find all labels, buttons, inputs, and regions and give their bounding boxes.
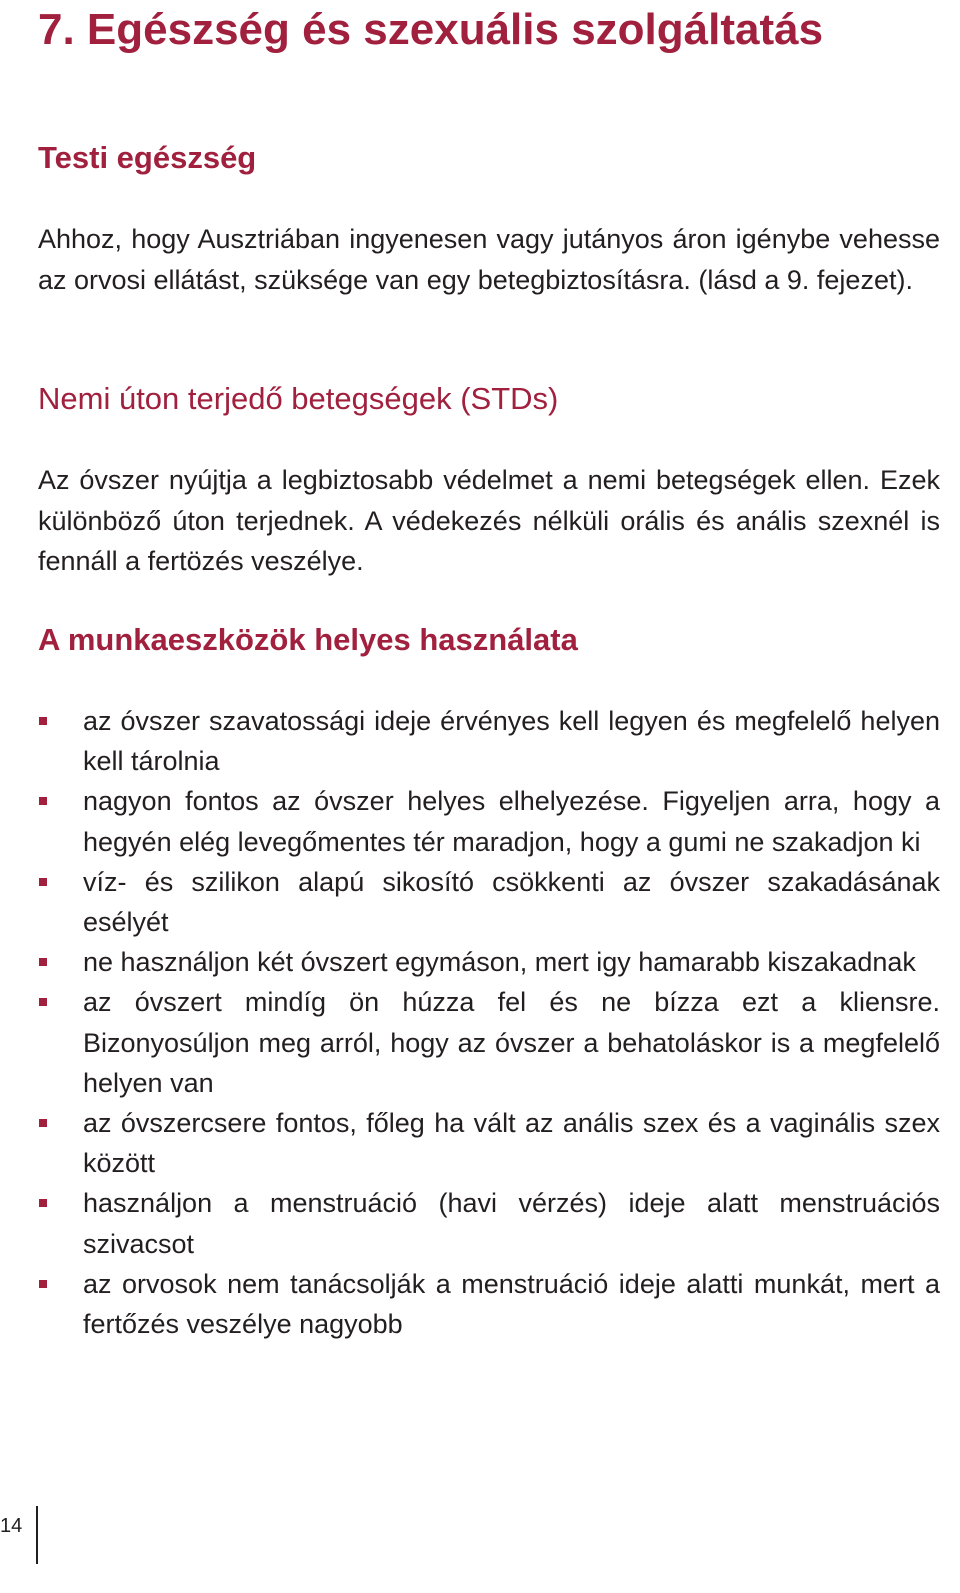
list-item-text: ne használjon két óvszert egymáson, mert igy hamarabb kiszakadnak	[83, 947, 916, 978]
list-item-text: az óvszer szavatossági ideje érvényes kell legyen és megfelelő helyen kell tárolnia	[83, 706, 940, 777]
paragraph-stds: Az óvszer nyújtja a legbiztosabb védelmet a nemi betegségek ellen. Ezek különböző úton terjednek. A védekezés nélküli orális és anális szexnél is fennáll a fertözés veszélye.	[38, 465, 940, 576]
list-item	[38, 1103, 940, 1183]
list-item	[38, 781, 940, 861]
list-item-text: használjon a menstruáció (havi vérzés) ideje alatt menstruációs szivacsot	[83, 1188, 940, 1259]
list-item	[38, 862, 940, 942]
list-item-text: víz- és szilikon alapú sikosító csökkenti az óvszer szakadásának esélyét	[83, 866, 940, 938]
page-number-divider	[36, 1506, 38, 1564]
page-number: 14	[0, 1515, 23, 1537]
list-item	[38, 1264, 940, 1344]
section-heading-stds: Nemi úton terjedő betegségek (STDs)	[38, 381, 559, 416]
section-heading-physical-health: Testi egészség	[38, 140, 257, 175]
square-bullet-icon	[39, 717, 47, 725]
list-item-text: az óvszert mindíg ön húzza fel és ne bízza ezt a kliensre. Bizonyosúljon meg arról, hogy az óvszer a behatoláskor is a megfelelő helyen van	[83, 987, 940, 1098]
list-item	[38, 942, 940, 982]
square-bullet-icon	[39, 878, 47, 886]
tools-bullet-list	[38, 701, 940, 1344]
square-bullet-icon	[39, 958, 47, 966]
square-bullet-icon	[39, 1199, 47, 1207]
list-item-text: nagyon fontos az óvszer helyes elhelyezése. Figyeljen arra, hogy a hegyén elég levegőmentes tér maradjon, hogy a gumi ne szakadjon ki	[83, 786, 940, 857]
chapter-title: 7. Egészség és szexuális szolgáltatás	[38, 5, 824, 54]
square-bullet-icon	[39, 1119, 47, 1127]
list-item-text: az óvszercsere fontos, főleg ha vált az anális szex és a vaginális szex között	[83, 1108, 940, 1179]
square-bullet-icon	[39, 1280, 47, 1288]
section-heading-tools: A munkaeszközök helyes használata	[38, 622, 578, 657]
list-item-text: az orvosok nem tanácsolják a menstruáció ideje alatti munkát, mert a fertőzés veszélye nagyobb	[83, 1268, 940, 1340]
square-bullet-icon	[39, 797, 47, 805]
square-bullet-icon	[39, 998, 47, 1006]
paragraph-physical-health: Ahhoz, hogy Ausztriában ingyenesen vagy jutányos áron igénybe vehesse az orvosi ellátást, szüksége van egy betegbiztosításra. (lásd a 9. fejezet).	[38, 224, 940, 295]
list-item	[38, 982, 940, 1103]
list-item	[38, 1183, 940, 1263]
list-item	[38, 701, 940, 781]
